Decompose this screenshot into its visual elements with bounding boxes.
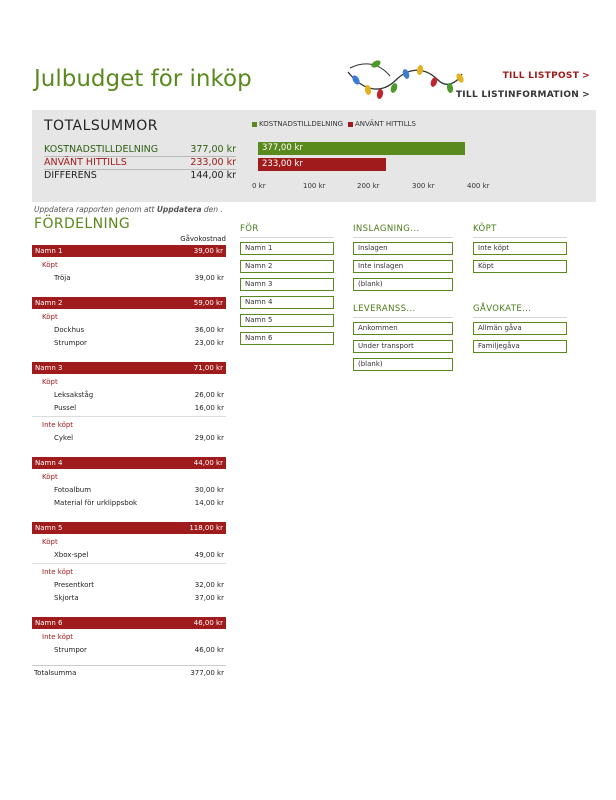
breakdown-group [32,297,226,350]
chart-tick-label: 200 kr [357,182,380,190]
slicer-gift-type [473,304,567,358]
group-header[interactable] [32,245,226,257]
slicer-button[interactable]: (blank) [353,278,453,291]
slicer-button[interactable]: Ankommen [353,322,453,335]
list-item [32,579,226,592]
item-cost: 14,00 kr [194,499,224,507]
item-cost: 32,00 kr [194,581,224,589]
status-label: Köpt [42,378,58,386]
chart-tick-label: 0 kr [252,182,266,190]
item-cost: 29,00 kr [194,434,224,442]
group-header[interactable] [32,362,226,374]
nav-link-list-entry[interactable] [503,71,590,81]
list-item [32,549,226,562]
legend-label: KOSTNADSTILLDELNING [259,120,344,128]
bar-data-label: 377,00 kr [262,143,303,153]
summary-label: KOSTNADSTILLDELNING [44,144,159,155]
note-text: Uppdatera rapporten genom att [34,205,155,214]
item-cost: 16,00 kr [194,404,224,412]
item-cost: 46,00 kr [194,646,224,654]
status-label: Köpt [42,473,58,481]
item-cost: 30,00 kr [194,486,224,494]
slicer-button[interactable]: Namn 1 [240,242,334,255]
chart-tick-label: 300 kr [412,182,435,190]
summary-label: ANVÄNT HITTILLS [44,157,127,168]
item-name: Skjorta [54,594,79,602]
update-note [34,205,223,214]
legend-swatch [252,122,257,127]
nav-link-label: TILL LISTPOST [502,71,580,81]
item-name: Dockhus [54,326,85,334]
item-name: Tröja [54,274,71,282]
list-item [32,497,226,510]
slicer-button[interactable]: Under transport [353,340,453,353]
status-label: Köpt [42,313,58,321]
group-name: Namn 4 [35,459,63,467]
item-name: Material för urklippsbok [54,499,138,507]
breakdown-group [32,617,226,657]
summary-value: 377,00 kr [190,144,236,155]
summary-value: 233,00 kr [190,157,236,168]
slicer-title: KÖPT [473,224,567,238]
slicer-button[interactable]: Inslagen [353,242,453,255]
legend-item-spent [348,120,416,128]
list-item [32,389,226,402]
item-name: Xbox-spel [54,551,89,559]
chart-tick-label: 100 kr [303,182,326,190]
item-name: Leksakståg [54,391,94,399]
list-item [32,484,226,497]
item-cost: 39,00 kr [194,274,224,282]
item-name: Cykel [54,434,74,442]
slicer-button[interactable]: Allmän gåva [473,322,567,335]
slicer-title: INSLAGNING... [353,224,453,238]
breakdown-table [32,245,226,680]
breakdown-group [32,522,226,605]
item-name: Strumpor [54,646,87,654]
group-header[interactable] [32,297,226,309]
list-item [32,644,226,657]
item-name: Pussel [54,404,77,412]
summary-panel [32,110,596,202]
status-label: Inte köpt [42,568,74,576]
slicer-button[interactable]: Inte köpt [473,242,567,255]
slicer-button[interactable]: Inte inslagen [353,260,453,273]
item-cost: 26,00 kr [194,391,224,399]
nav-link-list-info[interactable] [456,90,590,100]
legend-swatch [348,122,353,127]
group-name: Namn 1 [35,247,63,255]
item-cost: 36,00 kr [194,326,224,334]
group-total: 44,00 kr [193,459,223,467]
chart-tick-label: 400 kr [467,182,490,190]
slicer-button[interactable]: Familjegåva [473,340,567,353]
status-label: Inte köpt [42,421,74,429]
breakdown-title: FÖRDELNING [34,216,131,232]
list-item [32,402,226,415]
christmas-lights-icon [346,58,464,106]
page-title: Julbudget för inköp [34,66,252,92]
group-header[interactable] [32,522,226,534]
chart-bar-allocation [258,142,465,155]
status-label: Köpt [42,538,58,546]
group-name: Namn 2 [35,299,63,307]
item-cost: 49,00 kr [194,551,224,559]
breakdown-group [32,362,226,445]
group-header[interactable] [32,617,226,629]
group-header[interactable] [32,457,226,469]
breakdown-group [32,457,226,510]
item-cost: 37,00 kr [194,594,224,602]
list-item [32,432,226,445]
slicer-title: GÅVOKATE... [473,304,567,318]
group-name: Namn 3 [35,364,63,372]
slicer-button[interactable]: Namn 3 [240,278,334,291]
slicer-button[interactable]: Namn 4 [240,296,334,309]
summary-title: TOTALSUMMOR [44,118,158,134]
list-item [32,272,226,285]
slicer-bought [473,224,567,278]
group-name: Namn 5 [35,524,63,532]
slicer-button[interactable]: Namn 5 [240,314,334,327]
list-item [32,324,226,337]
summary-label: DIFFERENS [44,170,97,181]
slicer-button[interactable]: Namn 6 [240,332,334,345]
legend-item-allocation [252,120,343,128]
group-total: 46,00 kr [193,619,223,627]
chevron-right-icon: > [582,90,590,100]
bar-data-label: 233,00 kr [262,159,303,169]
group-total: 59,00 kr [193,299,223,307]
nav-link-label: TILL LISTINFORMATION [455,90,580,100]
grand-total-value: 377,00 kr [190,669,224,677]
slicer-wrapping [353,224,453,296]
group-total: 118,00 kr [189,524,223,532]
list-item [32,337,226,350]
group-name: Namn 6 [35,619,63,627]
slicer-button[interactable]: Namn 2 [240,260,334,273]
slicer-title: FÖR [240,224,334,238]
slicer-title: LEVERANSS... [353,304,453,318]
status-label: Köpt [42,261,58,269]
item-name: Fotoalbum [54,486,92,494]
group-total: 39,00 kr [193,247,223,255]
status-label: Inte köpt [42,633,74,641]
slicer-button[interactable]: Köpt [473,260,567,273]
item-cost: 23,00 kr [194,339,224,347]
slicer-delivery [353,304,453,376]
item-name: Presentkort [54,581,94,589]
legend-label: ANVÄNT HITTILLS [355,120,416,128]
grand-total-label: Totalsumma [34,669,77,677]
note-text: den . [203,205,223,214]
grand-total-row [32,665,226,680]
list-item [32,592,226,605]
summary-value: 144,00 kr [190,170,236,181]
column-header: Gåvokostnad [180,235,226,243]
slicer-for [240,224,334,350]
item-name: Strumpor [54,339,87,347]
group-total: 71,00 kr [193,364,223,372]
chevron-right-icon: > [582,71,590,81]
slicer-button[interactable]: (blank) [353,358,453,371]
chart-bar-spent [258,158,386,171]
note-bold: Uppdatera [156,205,202,214]
breakdown-group [32,245,226,285]
